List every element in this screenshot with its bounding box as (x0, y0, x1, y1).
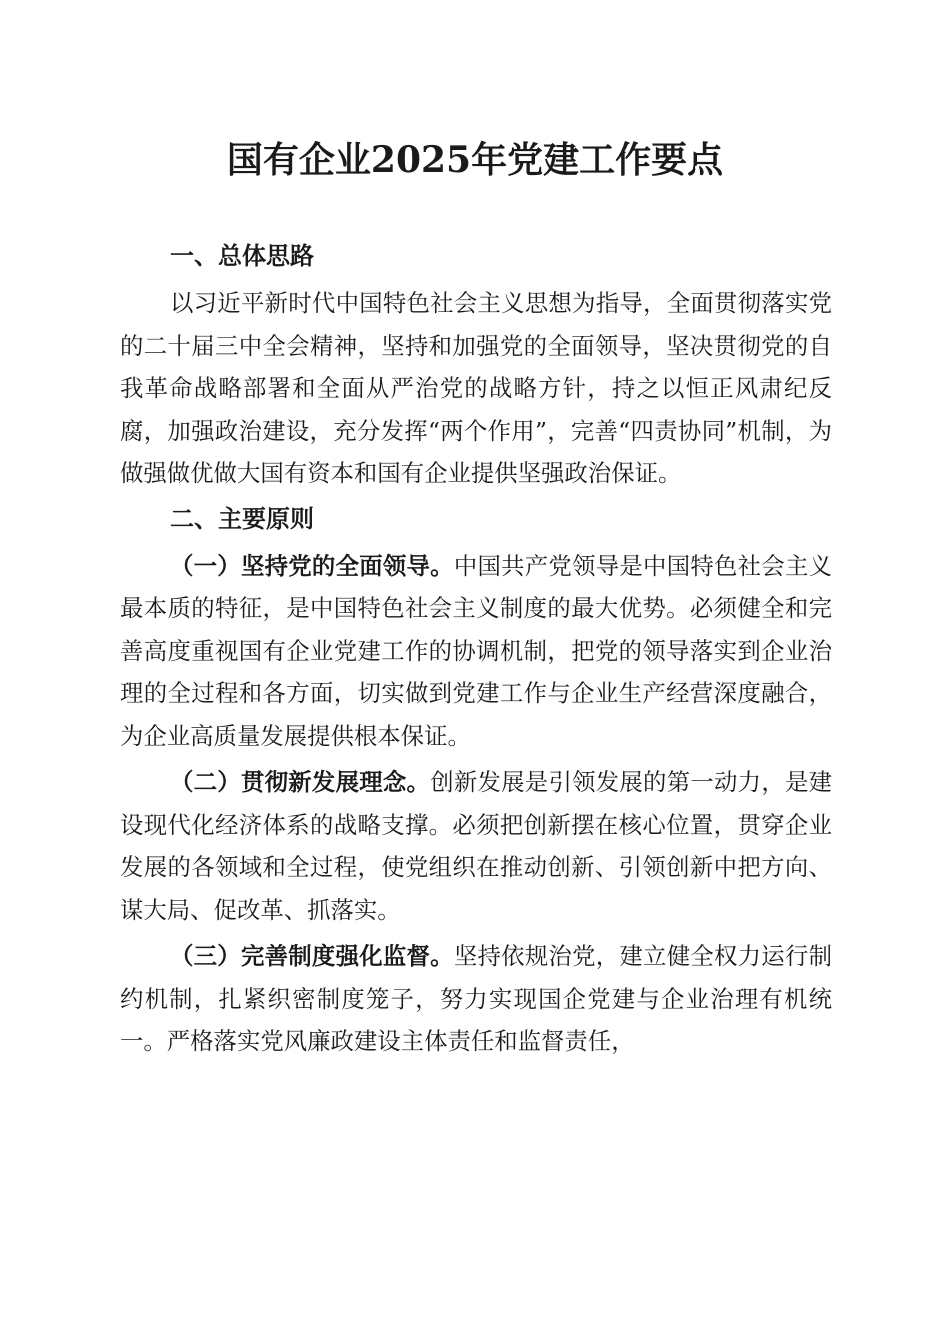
paragraph-principle-3 (120, 935, 832, 1063)
document-title: 国有企业2025年党建工作要点 (226, 139, 724, 181)
paragraph-lead: （三）完善制度强化监督。 (170, 942, 454, 970)
paragraph-overall-approach (120, 282, 832, 495)
section-heading-overall-approach: 一、总体思路 (170, 242, 314, 270)
paragraph-text: 以习近平新时代中国特色社会主义思想为指导，全面贯彻落实党的二十届三中全会精神，坚持和加强党的全面领导，坚决贯彻党的自我革命战略部署和全面从严治党的战略方针，持之以恒正风肃纪反腐，加强政治建设，充分发挥“两个作用”，完善“四责协同”机制，为做强做优做大国有资本和国有企业提供坚强政治保证。 (120, 289, 832, 487)
paragraph-text: 坚持依规治党，建立健全权力运行制约机制，扎紧织密制度笼子，努力实现国企党建与企业治理有机统一。严格落实党风廉政建设主体责任和监督责任， (120, 942, 833, 1055)
paragraph-principle-1 (120, 545, 832, 758)
paragraph-principle-2 (120, 761, 832, 931)
section-heading-main-principles: 二、主要原则 (170, 504, 314, 533)
paragraph-lead: （一）坚持党的全面领导。 (170, 551, 454, 580)
paragraph-text: 中国共产党领导是中国特色社会主义最本质的特征，是中国特色社会主义制度的最大优势。必须健全和完善高度重视国有企业党建工作的协调机制，把党的领导落实到企业治理的全过程和各方面，切实做到党建工作与企业生产经营深度融合，为企业高质量发展提供根本保证。 (120, 551, 833, 750)
paragraph-lead: （二）贯彻新发展理念。 (170, 768, 431, 796)
paragraph-text: 创新发展是引领发展的第一动力，是建设现代化经济体系的战略支撑。必须把创新摆在核心位置，贯穿企业发展的各领域和全过程，使党组织在推动创新、引领创新中把方向、谋大局、促改革、抓落实。 (120, 768, 833, 924)
document-body (120, 236, 832, 1067)
